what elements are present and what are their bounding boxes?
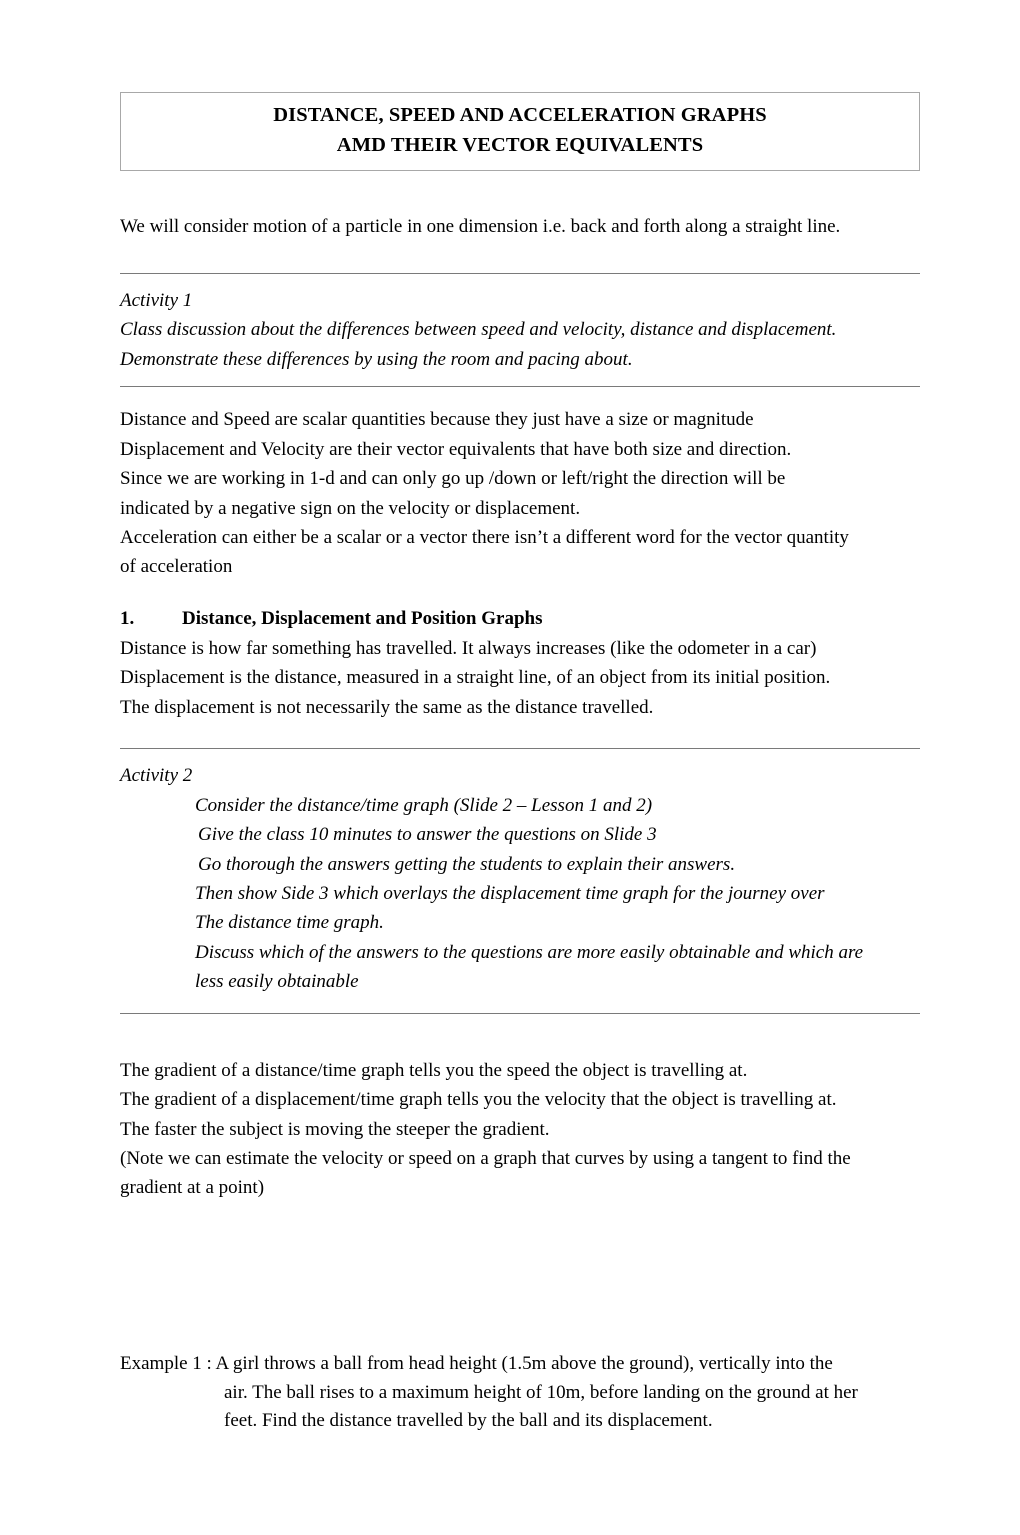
gradient-line-4: (Note we can estimate the velocity or speed on a graph that curves by using a tangent to find the [120,1148,851,1170]
activity-2-line-2: Give the class 10 minutes to answer the questions on Slide 3 [198,824,657,846]
activity-2-line-5: The distance time graph. [195,912,384,934]
activity-1-line-1: Class discussion about the differences between speed and velocity, distance and displacement. [120,319,837,341]
example-1-line-1: Example 1 : A girl throws a ball from head height (1.5m above the ground), vertically into the [120,1353,833,1374]
divider-top-activity-2 [120,748,920,749]
scalar-vector-line-1: Distance and Speed are scalar quantities because they just have a size or magnitude [120,409,754,431]
activity-2-line-7: less easily obtainable [195,971,359,993]
section-1-line-2: Displacement is the distance, measured in a straight line, of an object from its initial position. [120,667,831,689]
scalar-vector-line-6: of acceleration [120,556,233,578]
activity-2-text [120,761,920,997]
divider-top-activity-1 [120,273,920,274]
section-1-heading [120,608,920,630]
scalar-vector-line-5: Acceleration can either be a scalar or a vector there isn’t a different word for the vector quantity [120,527,849,549]
scalar-vector-paragraph [120,405,920,582]
title-line-2: AMD THEIR VECTOR EQUIVALENTS [336,133,704,156]
title-line-1: DISTANCE, SPEED AND ACCELERATION GRAPHS [273,104,767,126]
example-1-line-3: feet. Find the distance travelled by the ball and its displacement. [224,1410,713,1431]
gradient-line-2: The gradient of a displacement/time graph tells you the velocity that the object is travelling at. [120,1089,837,1111]
activity-2-line-4: Then show Side 3 which overlays the displacement time graph for the journey over [195,882,825,904]
activity-1-block [120,273,920,387]
gradient-line-1: The gradient of a distance/time graph tells you the speed the object is travelling at. [120,1059,748,1081]
intro-paragraph: We will consider motion of a particle in one dimension i.e. back and forth along a straight line. [120,216,841,238]
activity-2-line-6: Discuss which of the answers to the questions are more easily obtainable and which are [195,941,864,963]
activity-1-heading: Activity 1 [120,289,193,311]
gradient-line-3: The faster the subject is moving the steeper the gradient. [120,1118,550,1140]
activity-2-line-3: Go thorough the answers getting the students to explain their answers. [198,853,736,875]
divider-bottom-activity-1 [120,386,920,387]
activity-1-text [120,286,920,374]
activity-1-line-2: Demonstrate these differences by using the room and pacing about. [120,348,633,370]
section-1-line-1: Distance is how far something has travelled. It always increases (like the odometer in a car) [120,637,817,659]
section-1-paragraph [120,634,920,722]
document-title-box [120,92,920,171]
activity-2-block [120,748,920,1014]
example-1-block [120,1350,938,1436]
gradient-paragraph [120,1056,920,1203]
scalar-vector-line-4: indicated by a negative sign on the velocity or displacement. [120,497,581,519]
divider-bottom-activity-2 [120,1013,920,1014]
gradient-line-5: gradient at a point) [120,1177,265,1199]
section-1-title: Distance, Displacement and Position Graphs [182,607,543,629]
section-1-line-3: The displacement is not necessarily the same as the distance travelled. [120,696,654,718]
scalar-vector-line-3: Since we are working in 1-d and can only go up /down or left/right the direction will be [120,468,786,490]
document-page [0,92,1020,1535]
example-1-line-2: air. The ball rises to a maximum height of 10m, before landing on the ground at her [224,1381,858,1403]
scalar-vector-line-2: Displacement and Velocity are their vector equivalents that have both size and direction. [120,438,792,460]
section-1-number: 1. [120,607,135,629]
activity-2-line-1: Consider the distance/time graph (Slide 2 – Lesson 1 and 2) [195,794,653,816]
activity-2-heading: Activity 2 [120,765,193,787]
